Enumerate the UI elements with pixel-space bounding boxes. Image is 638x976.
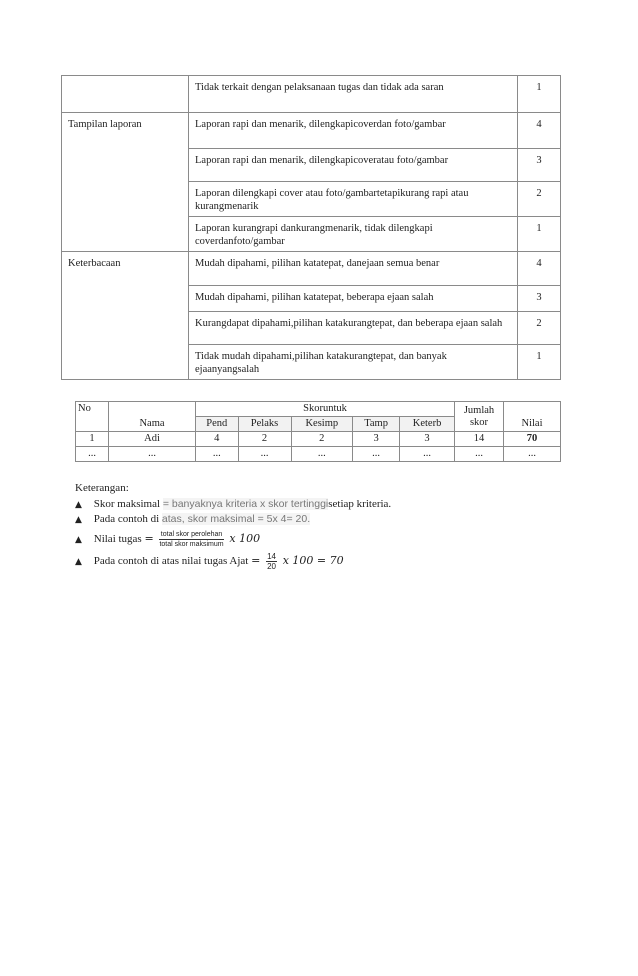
header-kesimp: Kesimp xyxy=(291,417,353,432)
example-fraction: $\frac{14}{20}$ xyxy=(267,551,276,571)
header-nilai: Nilai xyxy=(504,402,561,432)
arrowhead-bullet-icon: ▲ xyxy=(75,556,82,567)
header-pend: Pend xyxy=(196,417,239,432)
descriptor-cell: Laporan kurangrapi dankurangmenarik, tidak dilengkapi coverdanfoto/gambar xyxy=(189,217,518,252)
arrowhead-bullet-icon: ▲ xyxy=(75,515,82,525)
score-cell: 2 xyxy=(518,312,561,345)
header-nama: Nama xyxy=(109,402,196,432)
cell-keterb: ... xyxy=(400,447,455,462)
table-row xyxy=(62,252,561,286)
arrowhead-bullet-icon: ▲ xyxy=(75,499,82,510)
note-item: ▲ Skor maksimal = banyaknya kriteria x skor tertinggisetiap kriteria. xyxy=(75,497,391,513)
header-pelaks: Pelaks xyxy=(238,417,291,432)
rubric-table xyxy=(61,75,561,380)
table-row xyxy=(76,432,561,447)
score-cell: 3 xyxy=(518,149,561,182)
note-item: ▲ Nilai tugas = $\frac{\text{total skor perolehan}}{\text{total skor maksimum}}$ x 100 xyxy=(75,530,261,548)
header-no: No xyxy=(76,402,109,432)
cell-pend: 4 xyxy=(196,432,239,447)
descriptor-cell: Laporan dilengkapi cover atau foto/gambartetapikurang rapi atau kurangmenarik xyxy=(189,182,518,217)
table-row xyxy=(62,113,561,149)
descriptor-cell: Laporan rapi dan menarik, dilengkapicoveratau foto/gambar xyxy=(189,149,518,182)
criterion-cell xyxy=(62,76,189,113)
descriptor-cell: Laporan rapi dan menarik, dilengkapicoverdan foto/gambar xyxy=(189,113,518,149)
header-skor-untuk: Skoruntuk xyxy=(196,402,455,417)
formula-fraction: $\frac{\text{total skor perolehan}}{\text{total skor maksimum}}$ xyxy=(159,530,224,548)
cell-jumlah: 14 xyxy=(455,432,504,447)
score-cell: 1 xyxy=(518,76,561,113)
score-cell: 4 xyxy=(518,252,561,286)
table-row xyxy=(76,447,561,462)
table-row xyxy=(62,76,561,113)
header-keterb: Keterb xyxy=(400,417,455,432)
notes-section xyxy=(75,481,391,574)
cell-jumlah: ... xyxy=(455,447,504,462)
cell-tamp: 3 xyxy=(353,432,400,447)
descriptor-cell: Kurangdapat dipahami,pilihan katakurangtepat, dan beberapa ejaan salah xyxy=(189,312,518,345)
cell-pelaks: ... xyxy=(238,447,291,462)
score-cell: 1 xyxy=(518,217,561,252)
notes-heading: Keterangan: xyxy=(75,482,129,494)
cell-pend: ... xyxy=(196,447,239,462)
criterion-cell: Tampilan laporan xyxy=(62,113,189,252)
cell-nilai: ... xyxy=(504,447,561,462)
cell-no: 1 xyxy=(76,432,109,447)
score-cell: 3 xyxy=(518,286,561,312)
cell-nilai: 70 xyxy=(504,432,561,447)
header-jumlah-skor: Jumlah skor xyxy=(455,402,504,432)
descriptor-cell: Mudah dipahami, pilihan katatepat, danejaan semua benar xyxy=(189,252,518,286)
descriptor-cell: Tidak terkait dengan pelaksanaan tugas dan tidak ada saran xyxy=(189,76,518,113)
descriptor-cell: Tidak mudah dipahami,pilihan katakurangtepat, dan banyak ejaanyangsalah xyxy=(189,345,518,380)
cell-kesimp: ... xyxy=(291,447,353,462)
score-cell: 2 xyxy=(518,182,561,217)
cell-pelaks: 2 xyxy=(238,432,291,447)
arrowhead-bullet-icon: ▲ xyxy=(75,534,82,545)
score-cell: 4 xyxy=(518,113,561,149)
cell-nama: ... xyxy=(109,447,196,462)
cell-tamp: ... xyxy=(353,447,400,462)
cell-no: ... xyxy=(76,447,109,462)
criterion-cell: Keterbacaan xyxy=(62,252,189,380)
score-table xyxy=(75,401,561,462)
note-item: ▲ Pada contoh di atas nilai tugas Ajat = $\frac{14}{20}$ x 100 = 70 xyxy=(75,551,344,571)
cell-nama: Adi xyxy=(109,432,196,447)
descriptor-cell: Mudah dipahami, pilihan katatepat, beberapa ejaan salah xyxy=(189,286,518,312)
header-tamp: Tamp xyxy=(353,417,400,432)
cell-kesimp: 2 xyxy=(291,432,353,447)
note-item: ▲ Pada contoh di atas, skor maksimal = 5x 4= 20. xyxy=(75,512,391,528)
cell-keterb: 3 xyxy=(400,432,455,447)
score-cell: 1 xyxy=(518,345,561,380)
